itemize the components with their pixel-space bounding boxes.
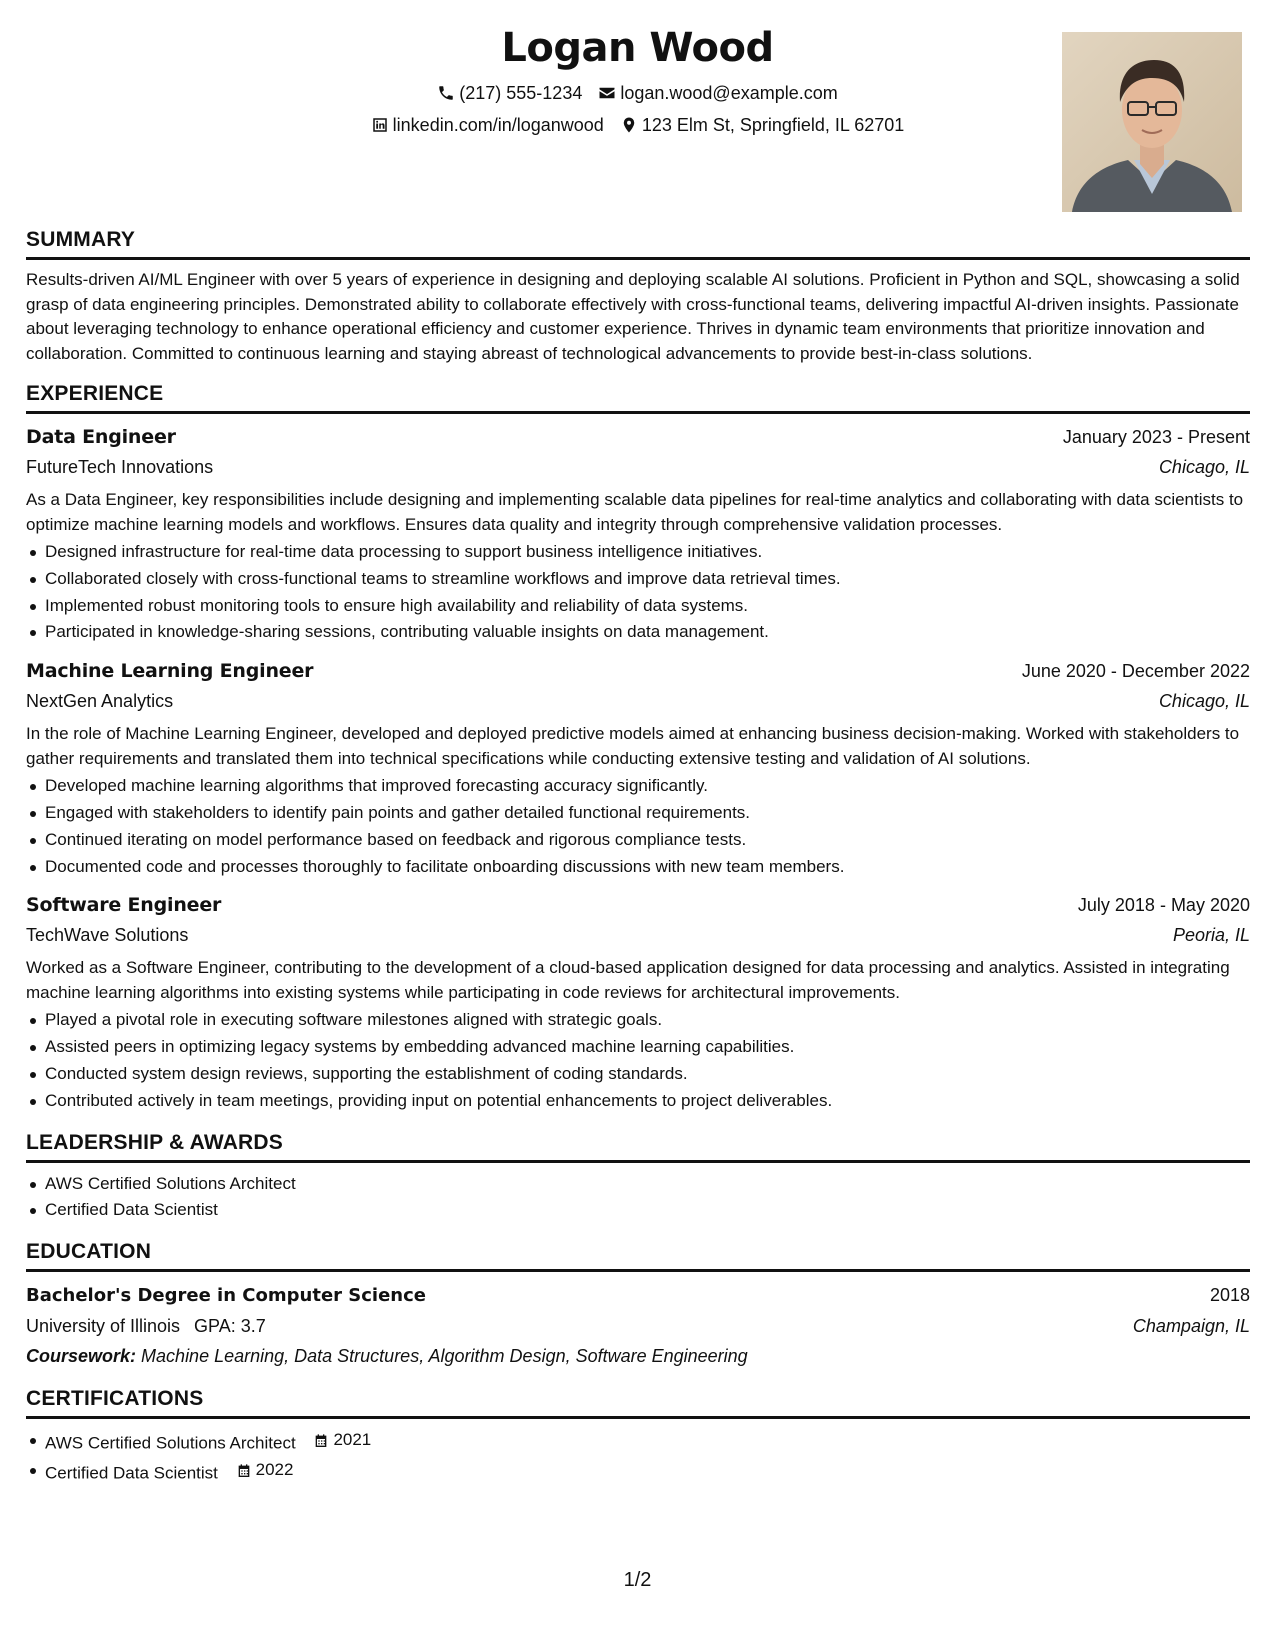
education-gpa: GPA: 3.7 [194, 1316, 266, 1337]
job-bullets [26, 773, 1250, 880]
job-dates: July 2018 - May 2020 [1077, 895, 1250, 916]
job-location: Chicago, IL [1158, 691, 1250, 712]
job-location: Peoria, IL [1172, 925, 1250, 946]
section-title-experience: EXPERIENCE [26, 382, 164, 405]
coursework-text: Machine Learning, Data Structures, Algorithm Design, Software Engineering [141, 1346, 748, 1367]
education-coursework [26, 1341, 1250, 1371]
education-year: 2018 [1209, 1285, 1250, 1306]
leadership-section [26, 1129, 1250, 1225]
calendar-icon [312, 1432, 330, 1450]
cert-name: AWS Certified Solutions Architect [45, 1433, 296, 1453]
section-divider [26, 1416, 1250, 1419]
job-title: Machine Learning Engineer [26, 660, 314, 683]
contact-phone[interactable] [437, 82, 582, 104]
experience-section [26, 380, 1250, 1115]
job-bullets [26, 1007, 1250, 1114]
section-divider [26, 257, 1250, 260]
list-item: Conducted system design reviews, supporting the establishment of coding standards. [26, 1061, 1250, 1088]
leadership-list [26, 1171, 1250, 1225]
contact-linkedin[interactable] [371, 114, 604, 136]
section-title-certifications: CERTIFICATIONS [26, 1387, 204, 1411]
job-dates: June 2020 - December 2022 [1021, 661, 1250, 682]
contact-address [620, 114, 905, 136]
job-company: FutureTech Innovations [26, 457, 214, 477]
email-text: logan.wood@example.com [620, 83, 838, 103]
list-item: Implemented robust monitoring tools to ensure high availability and reliability of data systems. [26, 593, 1250, 620]
summary-section [26, 226, 1250, 366]
section-divider [26, 1269, 1250, 1272]
map-pin-icon [620, 116, 638, 134]
contact-email[interactable] [598, 82, 837, 104]
job-header [26, 422, 1250, 452]
envelope-icon [598, 84, 616, 102]
cert-date [312, 1427, 371, 1454]
cert-year: 2021 [333, 1430, 372, 1450]
list-item: Engaged with stakeholders to identify pain points and gather detailed functional requirements. [26, 800, 1250, 827]
address-text: 123 Elm St, Springfield, IL 62701 [641, 115, 905, 135]
list-item: Certified Data Scientist [26, 1197, 1250, 1224]
job-header [26, 890, 1250, 920]
job-bullets [26, 539, 1250, 646]
section-title-education: EDUCATION [26, 1240, 152, 1264]
section-divider [26, 411, 1250, 414]
list-item: Developed machine learning algorithms that improved forecasting accuracy significantly. [26, 773, 1250, 800]
list-item: Designed infrastructure for real-time data processing to support business intelligence initiatives. [26, 539, 1250, 566]
education-header [26, 1280, 1250, 1311]
job-company: TechWave Solutions [26, 925, 189, 946]
linkedin-text: linkedin.com/in/loganwood [392, 115, 604, 135]
summary-text: Results-driven AI/ML Engineer with over 5 years of experience in designing and deploying scalable AI solutions. Proficient in Python and SQL, showcasing a solid grasp of data engineering principles. Demonstrated ability to collaborate effectively with cross-functional teams, delivering impactful AI-driven insights. Passionate about leveraging technology to enhance operational efficiency and customer experience. Thrives in dynamic team environments that prioritize innovation and collaboration. Committed to continuous learning and staying abreast of technological advancements to provide best-in-class solutions. [26, 270, 1240, 363]
job-title: Software Engineer [26, 894, 222, 917]
education-section [26, 1238, 1250, 1371]
education-location: Champaign, IL [1132, 1316, 1250, 1337]
coursework-label: Coursework: [26, 1346, 137, 1367]
list-item: Collaborated closely with cross-functional teams to streamline workflows and improve data retrieval times. [26, 566, 1250, 593]
list-item: Participated in knowledge-sharing sessions, contributing valuable insights on data management. [26, 619, 1250, 646]
list-item: AWS Certified Solutions Architect [26, 1171, 1250, 1198]
job-dates: January 2023 - Present [1062, 427, 1250, 447]
education-school: University of Illinois [26, 1316, 181, 1337]
list-item: Played a pivotal role in executing software milestones aligned with strategic goals. [26, 1007, 1250, 1034]
job-subheader [26, 920, 1250, 950]
list-item: Documented code and processes thoroughly to facilitate onboarding discussions with new team members. [26, 854, 1250, 881]
job-subheader [26, 686, 1250, 716]
job-company: NextGen Analytics [26, 691, 174, 712]
list-item: Assisted peers in optimizing legacy systems by embedding advanced machine learning capabilities. [26, 1034, 1250, 1061]
page-number: 1/2 [623, 1569, 652, 1591]
calendar-icon [235, 1462, 253, 1480]
list-item: Continued iterating on model performance based on feedback and rigorous compliance tests. [26, 827, 1250, 854]
section-title-summary: SUMMARY [26, 228, 136, 251]
job-title: Data Engineer [26, 426, 176, 448]
resume-body [26, 226, 1250, 1502]
candidate-name: Logan Wood [501, 25, 774, 71]
cert-date [235, 1457, 294, 1484]
job-entry [26, 890, 1250, 1114]
list-item [26, 1427, 1250, 1457]
job-description: As a Data Engineer, key responsibilities include designing and implementing scalable data pipelines for real-time analytics and collaborating with data scientists to optimize machine learning models and workflows. Ensures data quality and integrity through comprehensive validation processes. [26, 490, 1244, 534]
job-location: Chicago, IL [1158, 457, 1250, 477]
phone-text: (217) 555-1234 [459, 83, 583, 103]
list-item [26, 1457, 1250, 1487]
job-entry [26, 422, 1250, 646]
education-subheader [26, 1311, 1250, 1341]
job-description: In the role of Machine Learning Engineer, developed and deployed predictive models aimed at enhancing business decision-making. Worked with stakeholders to gather requirements and translated them into technical specifications while conducting extensive testing and validation of AI solutions. [26, 724, 1240, 768]
list-item: Contributed actively in team meetings, providing input on potential enhancements to project deliverables. [26, 1088, 1250, 1115]
section-title-leadership: LEADERSHIP & AWARDS [26, 1130, 283, 1154]
job-entry [26, 656, 1250, 880]
profile-photo [1062, 32, 1242, 212]
phone-icon [437, 84, 455, 102]
job-subheader [26, 452, 1250, 482]
certifications-list [26, 1427, 1250, 1487]
education-degree: Bachelor's Degree in Computer Science [26, 1285, 426, 1307]
linkedin-icon [371, 116, 389, 134]
cert-name: Certified Data Scientist [45, 1463, 218, 1483]
job-description: Worked as a Software Engineer, contributing to the development of a cloud-based application designed for data processing and analytics. Assisted in integrating machine learning algorithms into existing systems while participating in code reviews for architectural improvements. [26, 958, 1230, 1002]
job-header [26, 656, 1250, 686]
section-divider [26, 1160, 1250, 1163]
cert-year: 2022 [255, 1460, 294, 1480]
certifications-section [26, 1385, 1250, 1487]
